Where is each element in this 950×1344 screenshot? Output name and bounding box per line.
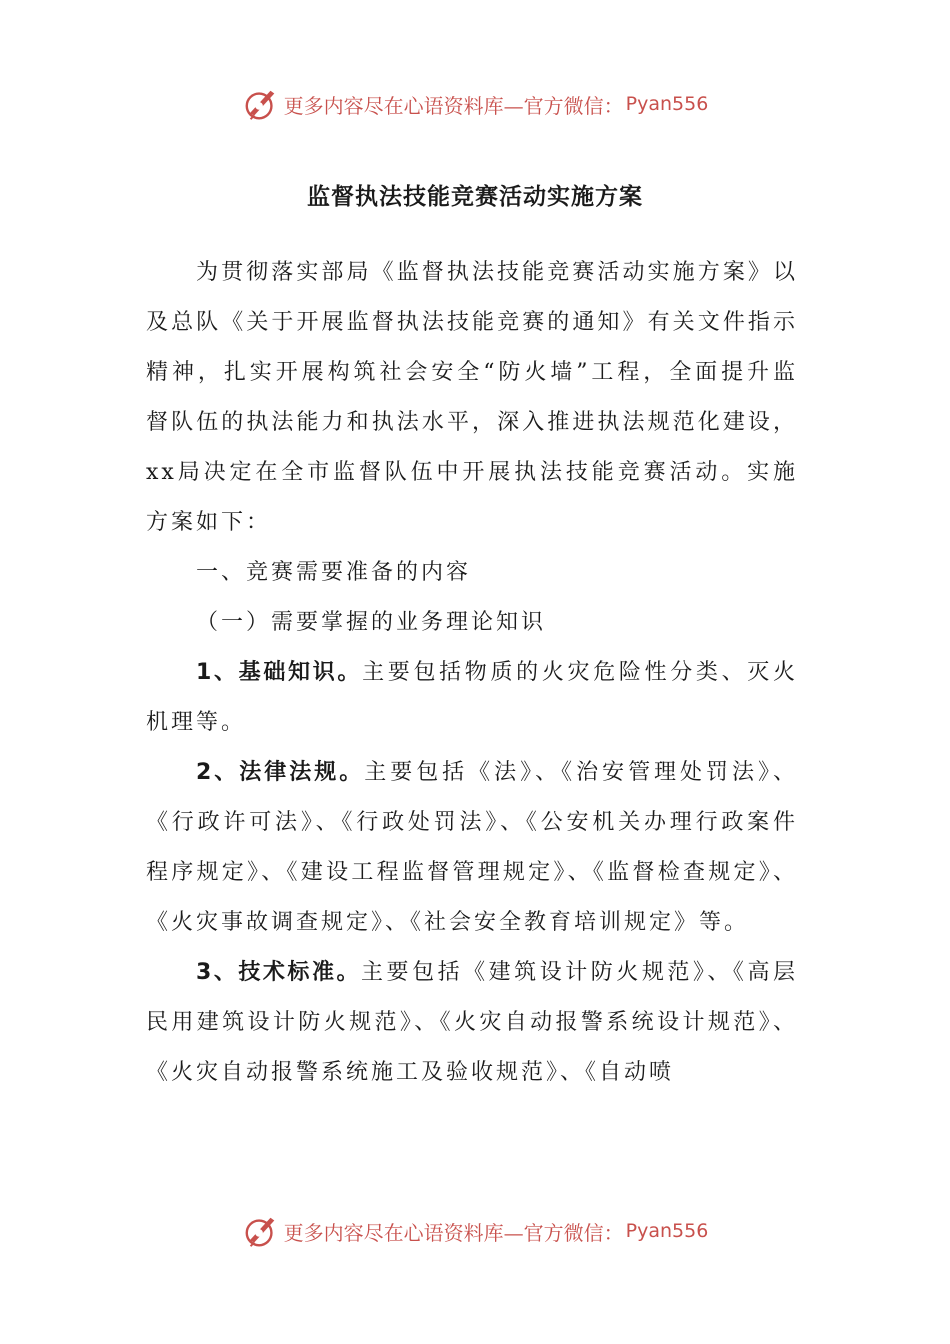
section-heading: 一、竞赛需要准备的内容: [196, 560, 472, 585]
subsection-heading: （一）需要掌握的业务理论知识: [196, 610, 547, 635]
list-item: [146, 748, 798, 948]
watermark-wechat-id: Pyan556: [625, 93, 709, 115]
watermark-banner-bottom: [0, 1211, 950, 1251]
quill-logo-icon: [242, 85, 280, 123]
document-body: [146, 248, 798, 1098]
watermark-banner-top: [0, 84, 950, 124]
watermark-text: 更多内容尽在心语资料库—官方微信：: [283, 93, 624, 118]
watermark-text: 更多内容尽在心语资料库—官方微信：: [283, 1220, 624, 1245]
item-label: 1、基础知识。: [196, 660, 363, 685]
document-title: 监督执法技能竞赛活动实施方案: [307, 184, 643, 210]
list-item: [146, 648, 798, 748]
intro-paragraph: 为贯彻落实部局《监督执法技能竞赛活动实施方案》以及总队《关于开展监督执法技能竞赛的通知》有关文件指示精神，扎实开展构筑社会安全“防火墙”工程，全面提升监督队伍的执法能力和执法水平，深入推进执法规范化建设，xx局决定在全市监督队伍中开展执法技能竞赛活动。实施方案如下：: [146, 260, 798, 535]
item-text: 主要包括物质的火灾危险性分类、灭火机理等。: [146, 660, 798, 735]
item-label: 3、技术标准。: [196, 960, 362, 985]
watermark-wechat-id: Pyan556: [625, 1220, 709, 1242]
item-text: 主要包括《建筑设计防火规范》、《高层民用建筑设计防火规范》、《火灾自动报警系统设计规范》、《火灾自动报警系统施工及验收规范》、《自动喷: [146, 960, 798, 1085]
item-label: 2、法律法规。: [196, 760, 365, 785]
item-text: 主要包括《法》、《治安管理处罚法》、《行政许可法》、《行政处罚法》、《公安机关办理行政案件程序规定》、《建设工程监督管理规定》、《监督检查规定》、《火灾事故调查规定》、《社会安全教育培训规定》等。: [146, 760, 798, 935]
quill-logo-icon: [242, 1212, 280, 1250]
list-item: [146, 948, 798, 1098]
